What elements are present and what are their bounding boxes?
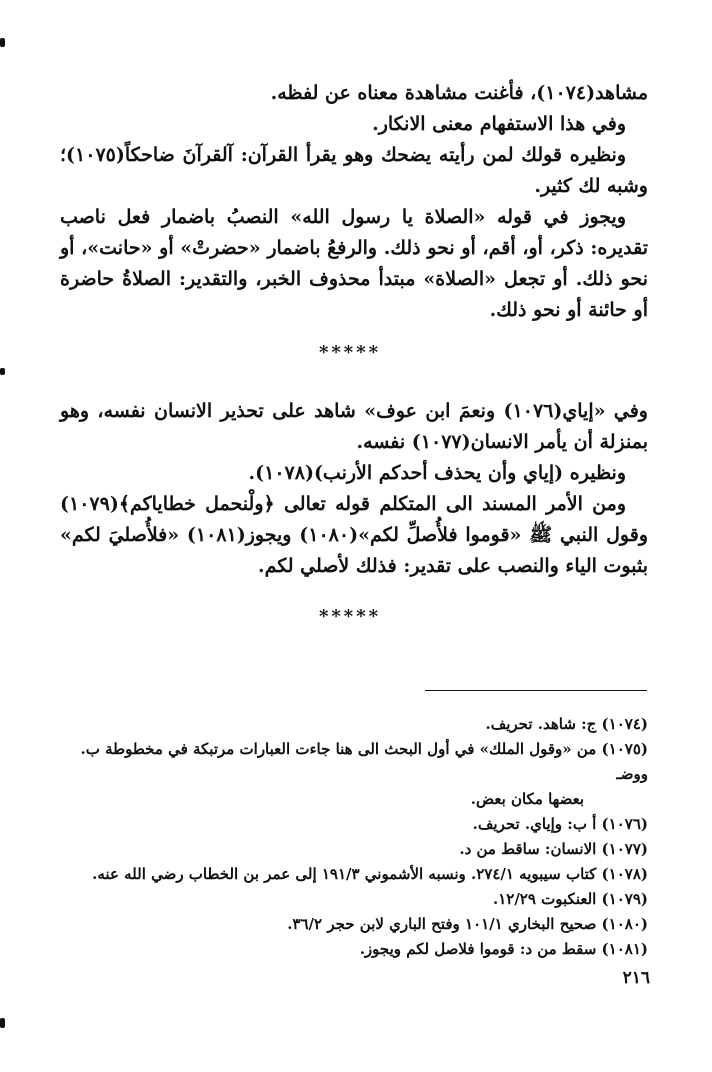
footnote: (١٠٧٩) العنكبوت ١٢/٢٩.: [492, 890, 648, 908]
footnote: (١٠٧٤) ج: شاهد. تحريف.: [485, 715, 648, 733]
paragraph: ونظيره قولك لمن رأيته يضحك وهو يقرأ القرآن: آلقرآنَ ضاحكاً(١٠٧٥)؛ وشبه لك كثير.: [60, 144, 648, 197]
footnote: (١٠٧٥) من «وقول الملك» في أول البحث الى هنا جاءت العبارات مرتبكة في مخطوطة ب. ووضـ: [80, 740, 648, 783]
footnote: (١٠٧٧) الانسان: ساقط من د.: [459, 840, 648, 858]
footnote: (١٠٨٠) صحيح البخاري ١٠١/١ وفتح الباري لابن حجر ٣٦/٢.: [287, 915, 648, 933]
footnote: (١٠٨١) سقط من د: قوموا فلاصل لكم ويجوز.: [359, 940, 648, 958]
page-number: ٢١٦: [622, 968, 650, 988]
scan-edge-mark: [0, 1018, 5, 1028]
paragraph: ونظيره (إياي وأن يحذف أحدكم الأرنب)(١٠٧٨).: [248, 462, 626, 484]
main-text-section-2: [60, 396, 648, 582]
footnotes-section: [60, 712, 648, 962]
section-separator: *****: [318, 342, 382, 363]
paragraph: وفي هذا الاستفهام معنى الانكار.: [372, 113, 626, 135]
scan-edge-mark: [0, 368, 5, 375]
section-separator: *****: [318, 606, 382, 627]
paragraph: وفي «إياي(١٠٧٦) ونعمَ ابن عوف» شاهد على تحذير الانسان نفسه، وهو بمنزلة أن يأمر الانسان(١٠٧٧) نفسه.: [60, 400, 648, 453]
footnote-divider: [425, 690, 647, 691]
footnote-continuation: بعضها مكان بعض.: [470, 790, 584, 808]
footnote: (١٠٧٨) كتاب سيبويه ٢٧٤/١. ونسبه الأشموني ١٩١/٣ إلى عمر بن الخطاب رضي الله عنه.: [92, 865, 648, 883]
footnote: (١٠٧٦) أ ب: وإياي. تحريف.: [472, 815, 648, 833]
main-text-section-1: [60, 78, 648, 326]
scan-edge-mark: [0, 38, 5, 47]
paragraph: ومن الأمر المسند الى المتكلم قوله تعالى ﴿ولْنحمل خطاياكم﴾(١٠٧٩) وقول النبي ﷺ «قوموا فلأُصلِّ لكم»(١٠٨٠) ويجوز(١٠٨١) «فلأُصليَ لكم» بثبوت الياء والنصب على تقدير: فذلك لأصلي لكم.: [60, 493, 648, 577]
paragraph: مشاهد(١٠٧٤)، فأغنت مشاهدة معناه عن لفظه.: [270, 82, 648, 104]
paragraph: ويجوز في قوله «الصلاة يا رسول الله» النصبُ باضمار فعل ناصب تقديره: ذكر، أو، أقم، أو نحو ذلك. والرفعُ باضمار «حضرتْ» أو «حانت»، أو نحو ذلك. أو تجعل «الصلاة» مبتدأ محذوف الخبر، والتقدير: الصلاةُ حاضرة أو حائنة أو نحو ذلك.: [60, 206, 648, 321]
